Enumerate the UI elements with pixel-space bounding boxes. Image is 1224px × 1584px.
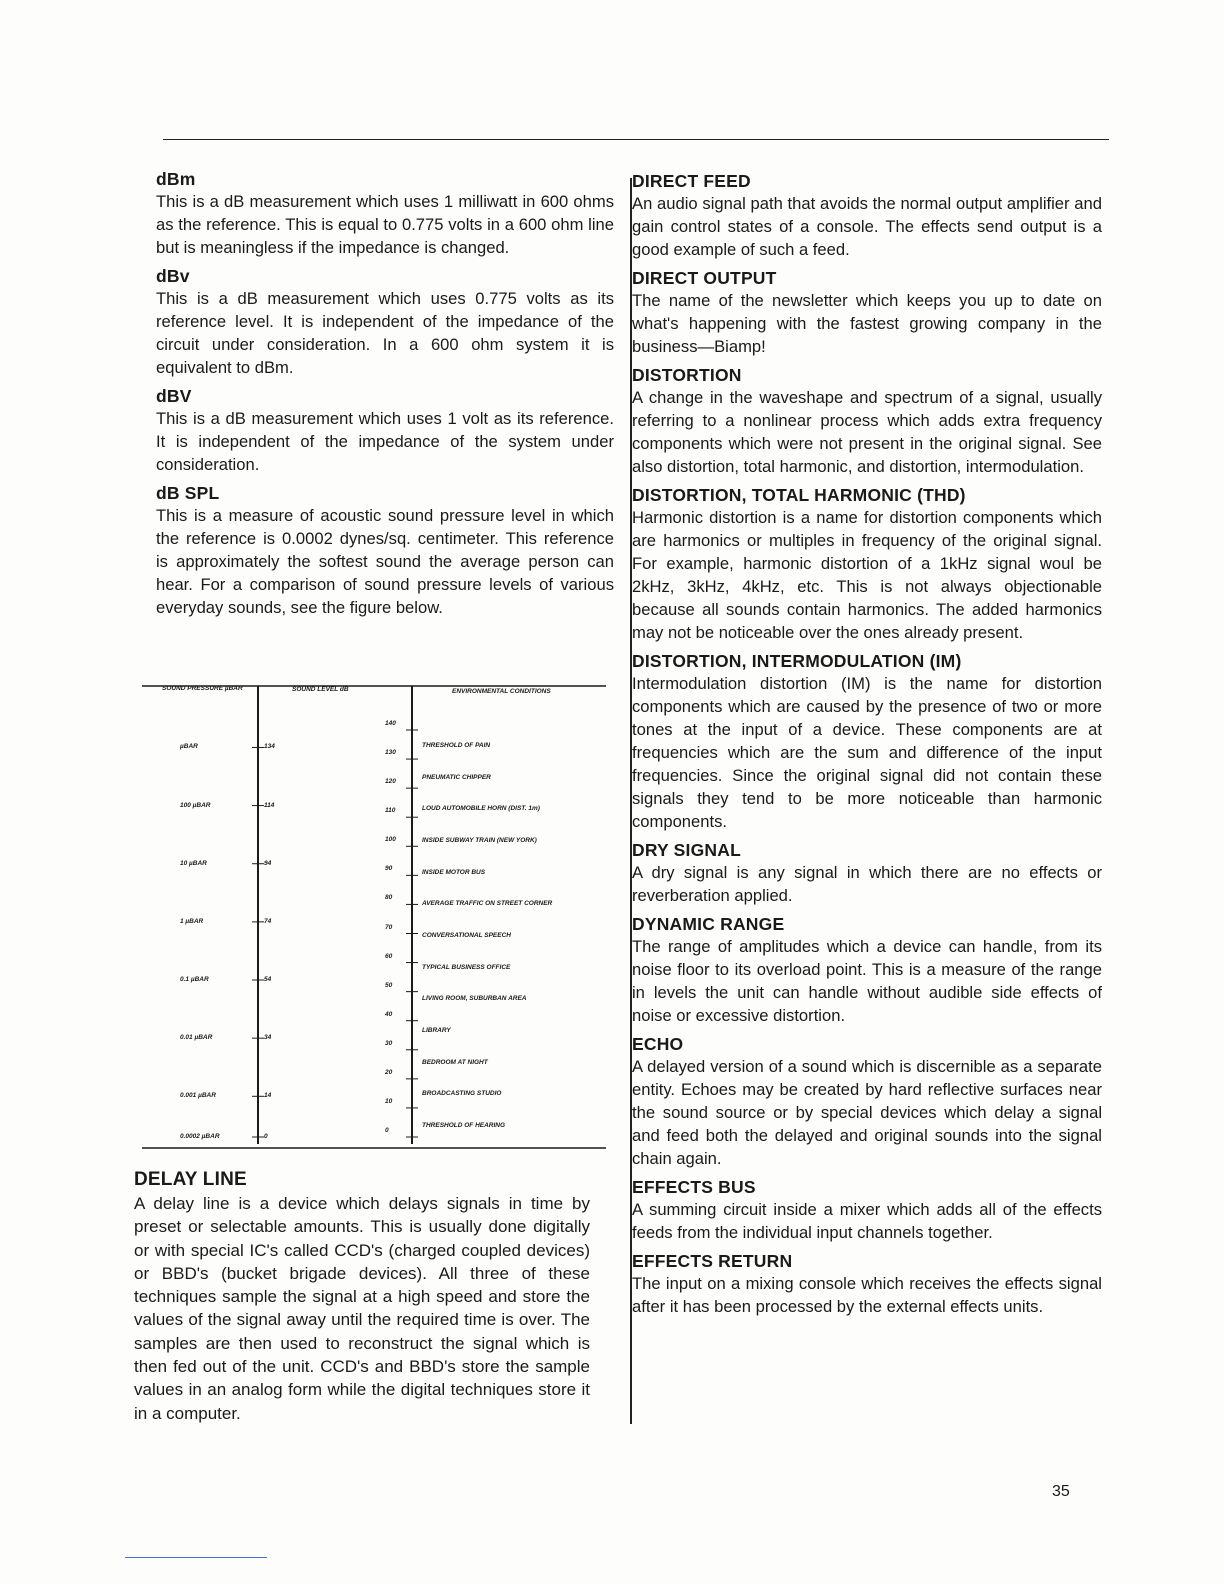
db-scale-label: 100: [385, 836, 396, 844]
right-column: [632, 170, 1102, 1324]
db-scale-label: 90: [385, 865, 393, 873]
chart-header-conditions: ENVIRONMENTAL CONDITIONS: [452, 688, 551, 695]
pressure-label: 0.001 µBAR: [180, 1092, 216, 1100]
db-scale-label: 60: [385, 952, 393, 960]
page-number: 35: [1052, 1483, 1070, 1500]
entry-definition: The name of the newsletter which keeps you up to date on what's happening with the fastest growing company in the business—Biamp!: [632, 291, 1102, 356]
condition-label: CONVERSATIONAL SPEECH: [422, 932, 511, 939]
db-scale-label: 10: [385, 1097, 393, 1105]
glossary-entry-im: [632, 650, 1102, 833]
db-scale-label: 80: [385, 894, 393, 902]
entry-definition: This is a dB measurement which uses 0.775 volts as its reference level. It is independent of the impedance of the circuit under consideration. In a 600 ohm system it is equivalent to dBm.: [156, 289, 614, 377]
chart-lines: [140, 682, 608, 1150]
left-column-bottom: [134, 1168, 590, 1431]
glossary-entry-dry-signal: [632, 839, 1102, 907]
condition-label: THRESHOLD OF PAIN: [422, 742, 491, 749]
chart-header-level: SOUND LEVEL dB: [292, 686, 349, 693]
entry-definition: A dry signal is any signal in which there are no effects or reverberation applied.: [632, 863, 1102, 905]
entry-definition: A delayed version of a sound which is discernible as a separate entity. Echoes may be created by hard reflective surfaces near the sound source or by special devices which delay a signal and feed both the delayed and original sounds into the signal chain again.: [632, 1057, 1102, 1168]
condition-label: AVERAGE TRAFFIC ON STREET CORNER: [422, 900, 553, 908]
entry-term: dB SPL: [156, 483, 220, 503]
footer-rule: [125, 1557, 267, 1558]
glossary-entry-dbv-upper: [156, 385, 614, 476]
glossary-entry-direct-feed: [632, 170, 1102, 261]
glossary-entry-dbv-lower: [156, 265, 614, 379]
left-scale-label: 134: [264, 743, 275, 751]
pressure-label: 10 µBAR: [180, 859, 207, 867]
entry-term: DRY SIGNAL: [632, 840, 741, 860]
glossary-entry-effects-bus: [632, 1176, 1102, 1244]
db-scale-label: 40: [385, 1010, 393, 1018]
entry-definition: Intermodulation distortion (IM) is the name for distortion components which are caused by the presence of two or more tones at the input of a device. These components are at frequencies which are the sum and difference of the input frequencies. Since the original signal did not contain these signals they tend to be more noticeable than harmonic components.: [632, 674, 1102, 831]
entry-term: dBm: [156, 169, 196, 189]
condition-label: TYPICAL BUSINESS OFFICE: [422, 963, 511, 971]
entry-term: DISTORTION, TOTAL HARMONIC (THD): [632, 485, 966, 505]
glossary-entry-direct-output: [632, 267, 1102, 358]
entry-definition: The input on a mixing console which receives the effects signal after it has been processed by the external effects units.: [632, 1274, 1102, 1316]
entry-term: DIRECT OUTPUT: [632, 268, 777, 288]
entry-term: ECHO: [632, 1034, 684, 1054]
glossary-entry-dbm: [156, 168, 614, 259]
entry-definition: An audio signal path that avoids the normal output amplifier and gain control states of a console. The effects send output is a good example of such a feed.: [632, 194, 1102, 259]
condition-label: BEDROOM AT NIGHT: [422, 1058, 488, 1066]
db-scale-label: 130: [385, 749, 396, 757]
entry-term: DELAY LINE: [134, 1169, 247, 1190]
entry-definition: This is a dB measurement which uses 1 milliwatt in 600 ohms as the reference. This is equal to 0.775 volts in a 600 ohm line but is meaningless if the impedance is changed.: [156, 192, 614, 257]
condition-label: PNEUMATIC CHIPPER: [422, 773, 491, 781]
db-scale-label: 140: [385, 720, 396, 727]
entry-term: DISTORTION: [632, 365, 742, 385]
condition-label: THRESHOLD OF HEARING: [422, 1122, 506, 1129]
db-scale-label: 0: [385, 1127, 389, 1134]
left-scale-label: 74: [264, 917, 272, 925]
left-scale-label: 34: [264, 1034, 272, 1042]
glossary-entry-delay-line: [134, 1168, 590, 1425]
entry-definition: A summing circuit inside a mixer which adds all of the effects feeds from the individual input channels together.: [632, 1200, 1102, 1242]
pressure-label: 100 µBAR: [180, 801, 211, 809]
pressure-label: 0.0002 µBAR: [180, 1133, 220, 1140]
entry-definition: This is a dB measurement which uses 1 volt as its reference. It is independent of the impedance of the system under consideration.: [156, 409, 614, 474]
left-scale-label: 54: [264, 976, 272, 983]
entry-term: DISTORTION, INTERMODULATION (IM): [632, 651, 962, 671]
condition-label: LIVING ROOM, SUBURBAN AREA: [422, 995, 527, 1003]
db-scale-label: 70: [385, 923, 393, 931]
entry-definition: This is a measure of acoustic sound pressure level in which the reference is 0.0002 dynes/sq. centimeter. This reference is approximately the softest sound the average person can hear. For a comparison of sound pressure levels of various everyday sounds, see the figure below.: [156, 506, 614, 617]
pressure-label: 0.01 µBAR: [180, 1034, 213, 1042]
entry-term: DIRECT FEED: [632, 171, 751, 191]
entry-definition: The range of amplitudes which a device can handle, from its noise floor to its overload point. This is a measure of the range in levels the unit can handle without audible side effects of noise or excessive distortion.: [632, 937, 1102, 1025]
entry-term: EFFECTS RETURN: [632, 1251, 793, 1271]
condition-label: LOUD AUTOMOBILE HORN (DIST. 1m): [422, 805, 540, 813]
left-scale-label: 14: [264, 1092, 272, 1100]
left-column: [156, 168, 614, 625]
top-rule: [163, 139, 1109, 140]
pressure-label: 1 µBAR: [180, 917, 204, 925]
sound-level-chart: [140, 682, 608, 1150]
entry-definition: Harmonic distortion is a name for distortion components which are harmonics or multiples in frequency of the original signal. For example, harmonic distortion of a 1kHz signal woul be 2kHz, 3kHz, 4kHz, etc. This is not always objectionable because all sounds contain harmonics. The added harmonics may not be noticeable over the ones already present.: [632, 508, 1102, 642]
entry-term: dBV: [156, 386, 192, 406]
chart-header-pressure: SOUND PRESSURE µBAR: [162, 685, 243, 692]
glossary-entry-dynamic-range: [632, 913, 1102, 1027]
db-scale-label: 110: [385, 807, 396, 815]
pressure-label: 0.1 µBAR: [180, 976, 209, 983]
db-scale-label: 120: [385, 778, 396, 786]
condition-label: BROADCASTING STUDIO: [422, 1090, 502, 1098]
db-scale-label: 50: [385, 981, 393, 989]
entry-definition: A delay line is a device which delays signals in time by preset or selectable amounts. This is usually done digitally or with special IC's called CCD's (charged coupled devices) or BBD's (bucket brigade devices). All three of these techniques sample the signal at a high speed and store the values of the signal away until the required time is over. The samples are then used to reconstruct the signal which is then fed out of the unit. CCD's and BBD's store the sample values in an analog form while the digital techniques store it in a computer.: [134, 1194, 590, 1423]
condition-label: INSIDE SUBWAY TRAIN (NEW YORK): [422, 837, 537, 844]
condition-label: LIBRARY: [422, 1027, 451, 1034]
entry-term: DYNAMIC RANGE: [632, 914, 785, 934]
entry-term: dBv: [156, 266, 190, 286]
glossary-entry-distortion: [632, 364, 1102, 478]
glossary-entry-effects-return: [632, 1250, 1102, 1318]
pressure-label: µBAR: [180, 743, 198, 751]
entry-definition: A change in the waveshape and spectrum of a signal, usually referring to a nonlinear process which adds extra frequency components which were not present in the original signal. See also distortion, total harmonic, and distortion, intermodulation.: [632, 388, 1102, 476]
left-scale-label: 0: [264, 1133, 268, 1140]
condition-label: INSIDE MOTOR BUS: [422, 868, 486, 876]
left-scale-label: 94: [264, 859, 272, 867]
left-scale-label: 114: [264, 801, 275, 809]
entry-term: EFFECTS BUS: [632, 1177, 756, 1197]
db-scale-label: 30: [385, 1039, 393, 1047]
glossary-entry-db-spl: [156, 482, 614, 619]
db-scale-label: 20: [385, 1068, 393, 1076]
glossary-entry-thd: [632, 484, 1102, 644]
glossary-entry-echo: [632, 1033, 1102, 1170]
